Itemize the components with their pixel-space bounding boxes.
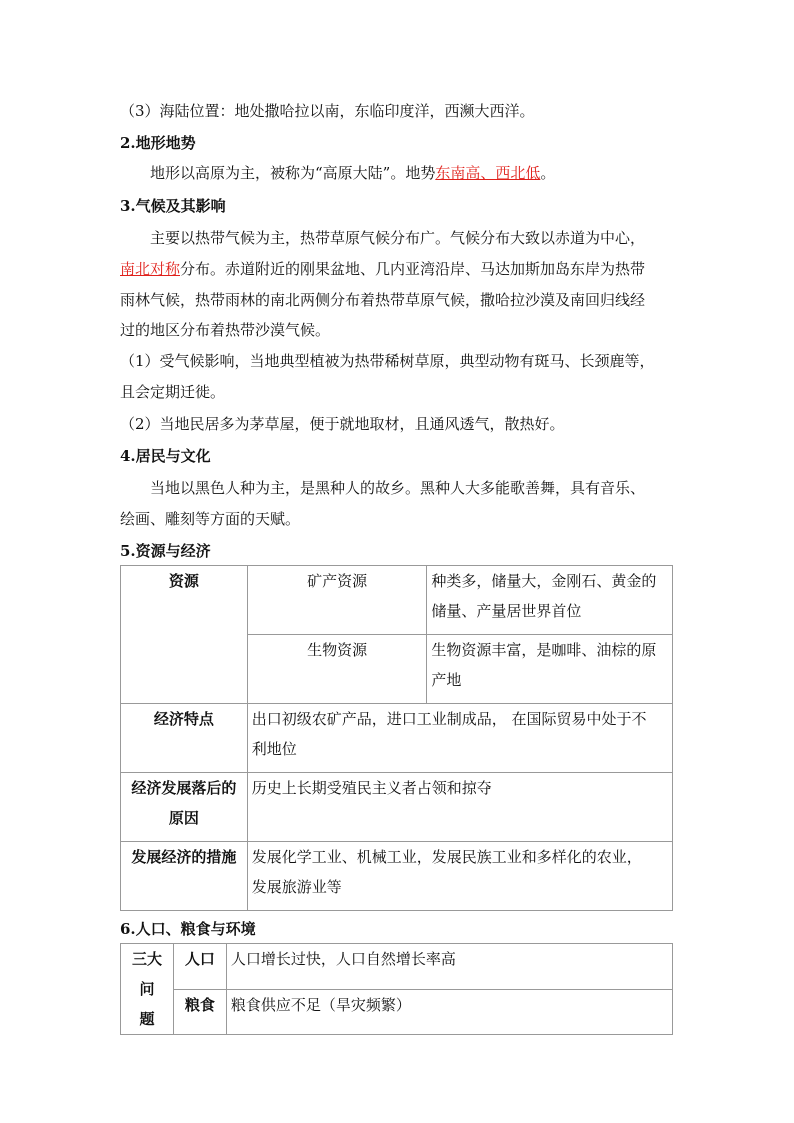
- heading-resources-economy: 5.资源与经济: [120, 542, 211, 560]
- heading-terrain: 2.地形地势: [120, 134, 196, 152]
- climate-item-1-line-1: （1）受气候影响，当地典型植被为热带稀树草原，典型动物有斑马、长颈鹿等，: [120, 352, 655, 370]
- table-row: [121, 989, 673, 1035]
- climate-line-4: 过的地区分布着热带沙漠气候。: [120, 321, 331, 339]
- three-problems-label: 三大问 题: [121, 944, 174, 1035]
- food-description: 粮食供应不足（旱灾频繁）: [226, 989, 672, 1035]
- climate-line-1: 主要以热带气候为主，热带草原气候分布广。气候分布大致以赤道为中心，: [150, 229, 646, 247]
- heading-climate: 3.气候及其影响: [120, 197, 226, 215]
- terrain-highlight: 东南高、西北低: [435, 164, 541, 182]
- bio-label: 生物资源: [247, 635, 427, 704]
- terrain-paragraph: [150, 163, 555, 183]
- mineral-label: 矿产资源: [247, 566, 427, 635]
- heading-residents: 4.居民与文化: [120, 447, 211, 465]
- heading-population: 6.人口、粮食与环境: [120, 920, 256, 938]
- population-label: 人口: [173, 944, 226, 990]
- resources-economy-table: [120, 565, 673, 911]
- mineral-description: 种类多，储量大，金刚石、黄金的 储量、产量居世界首位: [427, 566, 673, 635]
- resources-label: 资源: [121, 566, 248, 704]
- terrain-text: 地形以高原为主，被称为“高原大陆”。地势: [150, 164, 436, 182]
- table-row: [121, 704, 673, 773]
- table-row: [121, 566, 673, 635]
- measure-label: 发展经济的措施: [121, 842, 248, 911]
- reason-description: 历史上长期受殖民主义者占领和掠夺: [247, 773, 672, 842]
- food-label: 粮食: [173, 989, 226, 1035]
- measure-description: 发展化学工业、机械工业，发展民族工业和多样化的农业， 发展旅游业等: [247, 842, 672, 911]
- population-description: 人口增长过快，人口自然增长率高: [226, 944, 672, 990]
- residents-line-1: 当地以黑色人种为主，是黑种人的故乡。黑种人大多能歌善舞，具有音乐、: [150, 479, 646, 497]
- table-row: [121, 944, 673, 990]
- climate-line-2-text: 分布。赤道附近的刚果盆地、几内亚湾沿岸、马达加斯加岛东岸为热带: [180, 260, 646, 278]
- terrain-text-end: 。: [540, 164, 556, 182]
- table-row: [121, 773, 673, 842]
- table-row: [121, 842, 673, 911]
- econ-description: 出口初级农矿产品，进口工业制成品， 在国际贸易中处于不 利地位: [247, 704, 672, 773]
- econ-label: 经济特点: [121, 704, 248, 773]
- climate-line-2: [120, 259, 645, 279]
- reason-label: 经济发展落后的 原因: [121, 773, 248, 842]
- residents-line-2: 绘画、雕刻等方面的天赋。: [120, 510, 301, 528]
- sea-land-position-text: （3）海陆位置：地处撒哈拉以南，东临印度洋，西濒大西洋。: [120, 102, 535, 120]
- population-table: [120, 943, 673, 1035]
- bio-description: 生物资源丰富，是咖啡、油棕的原 产地: [427, 635, 673, 704]
- climate-item-2: （2）当地民居多为茅草屋，便于就地取材，且通风透气，散热好。: [120, 415, 565, 433]
- climate-item-1-line-2: 且会定期迁徙。: [120, 383, 226, 401]
- climate-highlight: 南北对称: [120, 260, 181, 278]
- climate-line-3: 雨林气候，热带雨林的南北两侧分布着热带草原气候，撒哈拉沙漠及南回归线经: [120, 291, 646, 309]
